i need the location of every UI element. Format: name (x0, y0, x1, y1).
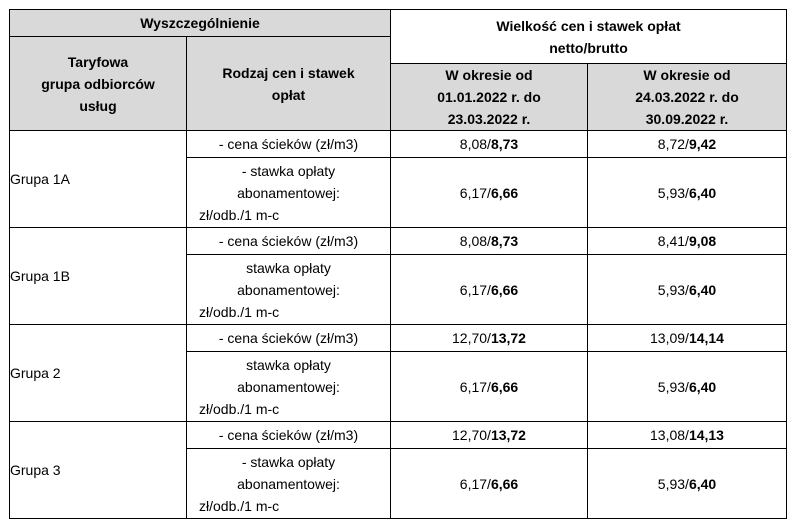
period-2-header-line: 30.09.2022 r. (645, 111, 729, 127)
values-title-header (391, 10, 787, 64)
price-type-line: abonamentowej: (237, 378, 340, 395)
period-2-value-cell (588, 325, 787, 352)
price-type-cell (187, 255, 391, 325)
price-type-line: zł/odb./1 m-c (199, 400, 280, 417)
group-name-cell: Grupa 3 (10, 422, 187, 519)
gross-price: 6,66 (490, 378, 519, 395)
period-1-value-cell (391, 422, 588, 449)
gross-price: 9,08 (688, 233, 717, 249)
price-type-line: - cena ścieków (zł/m3) (218, 136, 359, 152)
gross-price: 6,40 (688, 184, 717, 201)
values-title-line: Wielkość cen i stawek opłat (496, 17, 681, 34)
price-type-cell (187, 352, 391, 422)
price-type-line: - cena ścieków (zł/m3) (218, 427, 359, 443)
period-1-value-cell (391, 228, 588, 255)
price-type-line: abonamentowej: (237, 184, 340, 201)
net-price: 6,17/ (459, 378, 491, 395)
period-2-value-cell (588, 449, 787, 519)
period-1-value-cell (391, 255, 588, 325)
tariff-table (9, 9, 787, 519)
price-type-line: zł/odb./1 m-c (199, 303, 280, 320)
net-price: 8,08/ (459, 136, 491, 152)
period-1-value-cell (391, 352, 588, 422)
price-type-header-line: Rodzaj cen i stawek (222, 64, 355, 81)
net-price: 6,17/ (459, 184, 491, 201)
price-type-line: - cena ścieków (zł/m3) (218, 233, 359, 249)
period-2-value-cell (588, 158, 787, 228)
price-type-line: abonamentowej: (237, 281, 340, 298)
net-price: 8,08/ (459, 233, 491, 249)
gross-price: 6,66 (490, 475, 519, 492)
period-2-value-cell (588, 255, 787, 325)
price-type-line: - stawka opłaty (241, 162, 336, 179)
gross-price: 8,73 (490, 233, 519, 249)
price-type-line: abonamentowej: (237, 475, 340, 492)
price-type-line: stawka opłaty (246, 259, 331, 276)
price-type-header-line: opłat (271, 86, 306, 103)
price-type-line: stawka opłaty (246, 356, 331, 373)
period-2-header-line: W okresie od (643, 67, 731, 83)
period-1-value-cell (391, 325, 588, 352)
period-2-header-line: 24.03.2022 r. do (635, 89, 739, 105)
gross-price: 6,40 (688, 378, 717, 395)
price-type-cell (187, 422, 391, 449)
period-2-value-cell (588, 422, 787, 449)
price-type-line: - stawka opłaty (241, 453, 336, 470)
gross-price: 8,73 (490, 136, 519, 152)
gross-price: 13,72 (490, 330, 526, 346)
period-1-header-line: 23.03.2022 r. (447, 111, 531, 127)
period-2-value-cell (588, 352, 787, 422)
gross-price: 6,66 (490, 184, 519, 201)
net-price: 13,08/ (650, 427, 689, 443)
net-price: 5,93/ (657, 475, 689, 492)
period-1-header (391, 64, 588, 131)
gross-price: 14,13 (688, 427, 724, 443)
gross-price: 13,72 (490, 427, 526, 443)
header-row-1 (10, 10, 787, 37)
price-type-cell (187, 131, 391, 158)
net-price: 5,93/ (657, 281, 689, 298)
net-price: 8,41/ (657, 233, 689, 249)
net-price: 5,93/ (657, 184, 689, 201)
net-price: 12,70/ (452, 427, 491, 443)
net-price: 6,17/ (459, 475, 491, 492)
price-type-line: zł/odb./1 m-c (199, 206, 280, 223)
group-name-cell: Grupa 1A (10, 131, 187, 228)
table-row (10, 325, 787, 352)
net-price: 13,09/ (650, 330, 689, 346)
gross-price: 6,66 (490, 281, 519, 298)
period-2-value-cell (588, 228, 787, 255)
tariff-group-header-line: grupa odbiorców (41, 75, 155, 92)
period-2-header (588, 64, 787, 131)
net-price: 8,72/ (657, 136, 689, 152)
price-type-cell (187, 228, 391, 255)
tariff-group-header-line: usług (79, 97, 117, 114)
price-type-line: - cena ścieków (zł/m3) (218, 330, 359, 346)
price-type-cell (187, 449, 391, 519)
price-type-line: zł/odb./1 m-c (199, 497, 280, 514)
price-type-header (187, 37, 391, 131)
gross-price: 6,40 (688, 475, 717, 492)
specification-header: Wyszczególnienie (10, 10, 391, 37)
net-price: 6,17/ (459, 281, 491, 298)
price-type-cell (187, 325, 391, 352)
group-name-cell: Grupa 2 (10, 325, 187, 422)
group-name-cell: Grupa 1B (10, 228, 187, 325)
period-1-value-cell (391, 449, 588, 519)
period-1-header-line: W okresie od (445, 67, 533, 83)
table-row (10, 422, 787, 449)
gross-price: 6,40 (688, 281, 717, 298)
gross-price: 14,14 (688, 330, 724, 346)
tariff-group-header (10, 37, 187, 131)
period-1-value-cell (391, 158, 588, 228)
net-price: 5,93/ (657, 378, 689, 395)
net-price: 12,70/ (452, 330, 491, 346)
period-2-value-cell (588, 131, 787, 158)
values-title-line: netto/brutto (549, 39, 628, 56)
table-row (10, 131, 787, 158)
price-type-cell (187, 158, 391, 228)
tariff-group-header-line: Taryfowa (67, 53, 129, 70)
gross-price: 9,42 (688, 136, 717, 152)
period-1-header-line: 01.01.2022 r. do (437, 89, 541, 105)
period-1-value-cell (391, 131, 588, 158)
table-row (10, 228, 787, 255)
